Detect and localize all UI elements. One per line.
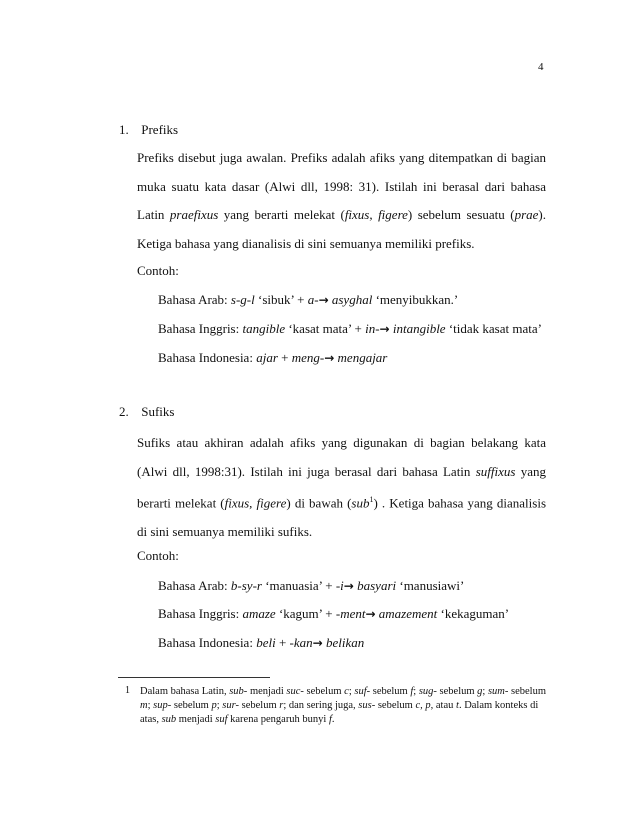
- italic-term: intangible: [392, 321, 446, 336]
- italic-term: p: [211, 700, 217, 711]
- italic-term: b-sy-r: [230, 578, 262, 593]
- italic-term: beli: [256, 635, 276, 650]
- italic-term: f: [328, 714, 332, 725]
- italic-term: sub: [351, 495, 370, 511]
- italic-term: sug-: [418, 686, 437, 697]
- prefiks-paragraph: Prefiks disebut juga awalan. Prefiks adalah afiks yang ditempatkan di bagian muka suatu kata dasar (Alwi dll, 1998: 31). Istilah ini berasal dari bahasa Latin praefixus yang berarti melekat (fixus, figere) sebelum sesuatu (prae). Ketiga bahasa yang dianalisis di sini semuanya memiliki prefiks.: [137, 150, 546, 251]
- footnote-marker: 1: [125, 685, 130, 696]
- footnote-separator: [118, 677, 270, 678]
- italic-term: belikan: [325, 635, 365, 650]
- italic-term: sub: [161, 714, 177, 725]
- arrow-right-icon: →: [379, 322, 390, 336]
- italic-term: s-g-l: [230, 292, 255, 307]
- footnote-text: Dalam bahasa Latin, sub- menjadi suc- sebelum c; suf- sebelum f; sug- sebelum g; sum- sebelum m; sup- sebelum p; sur- sebelum r; dan sering juga, sus- sebelum c, p, atau t. Dalam konteks di atas, sub menjadi suf karena pengaruh bunyi f.: [140, 686, 547, 725]
- italic-term: asyghal: [331, 292, 373, 307]
- section-title: Prefiks: [141, 122, 179, 137]
- example-indonesia-sufiks: Bahasa Indonesia: beli + -kan→ belikan: [158, 635, 365, 650]
- arrow-right-icon: →: [312, 636, 323, 650]
- italic-term: prae: [514, 207, 539, 222]
- italic-term: suc-: [286, 686, 304, 697]
- italic-term: basyari: [357, 578, 397, 593]
- italic-term: tangible: [242, 321, 286, 336]
- italic-term: mengajar: [337, 350, 388, 365]
- italic-term: fixus, figere: [224, 495, 287, 511]
- italic-term: m: [140, 700, 148, 711]
- italic-term: c, p,: [415, 700, 434, 711]
- section-number: 2.: [119, 404, 129, 419]
- arrow-right-icon: →: [318, 293, 329, 307]
- italic-term: praefixus: [169, 207, 219, 222]
- footnote-reference: 1: [369, 495, 374, 504]
- italic-term: fixus, figere: [344, 207, 408, 222]
- italic-term: g: [477, 686, 483, 697]
- section-number: 1.: [119, 122, 129, 137]
- section-heading-sufiks: [119, 404, 174, 420]
- italic-term: t: [456, 700, 459, 711]
- italic-term: sur-: [222, 700, 239, 711]
- italic-term: meng-: [291, 350, 325, 365]
- italic-term: suf: [215, 714, 228, 725]
- example-arab-sufiks: Bahasa Arab: b-sy-r ‘manuasia’ + -i→ basyari ‘manusiawi’: [158, 578, 465, 593]
- example-inggris-prefiks: Bahasa Inggris: tangible ‘kasat mata’ + in-→ intangible ‘tidak kasat mata’: [158, 321, 542, 336]
- italic-term: amaze: [242, 606, 276, 621]
- example-inggris-sufiks: Bahasa Inggris: amaze ‘kagum’ + -ment→ amazement ‘kekaguman’: [158, 606, 510, 621]
- page-number: 4: [538, 61, 544, 73]
- italic-term: sus-: [358, 700, 376, 711]
- italic-term: c: [344, 686, 349, 697]
- italic-term: f: [410, 686, 414, 697]
- italic-term: r: [279, 700, 284, 711]
- italic-term: -kan: [289, 635, 313, 650]
- example-arab-prefiks: Bahasa Arab: s-g-l ‘sibuk’ + a-→ asyghal ‘menyibukkan.’: [158, 292, 459, 307]
- italic-term: ajar: [256, 350, 278, 365]
- contoh-label: Contoh:: [137, 548, 179, 563]
- arrow-right-icon: →: [324, 351, 335, 365]
- sufiks-paragraph: Sufiks atau akhiran adalah afiks yang digunakan di bagian belakang kata (Alwi dll, 1998:31). Istilah ini juga berasal dari bahasa Latin suffixus yang berarti melekat (fixus, figere) di bawah (sub$^1$) . Ketiga bahasa yang dianalisis di sini semuanya memiliki sufiks.: [137, 435, 546, 539]
- italic-term: a-: [307, 292, 319, 307]
- section-heading-prefiks: [119, 122, 178, 138]
- italic-term: -ment: [335, 606, 366, 621]
- arrow-right-icon: →: [343, 579, 354, 593]
- italic-term: sum-: [487, 686, 509, 697]
- italic-term: suffixus: [475, 463, 516, 479]
- italic-term: -i: [335, 578, 344, 593]
- section-title: Sufiks: [141, 404, 175, 419]
- arrow-right-icon: →: [365, 607, 376, 621]
- italic-term: sup-: [153, 700, 172, 711]
- contoh-label: Contoh:: [137, 263, 179, 278]
- italic-term: amazement: [378, 606, 438, 621]
- example-indonesia-prefiks: Bahasa Indonesia: ajar + meng-→ mengajar: [158, 350, 388, 365]
- italic-term: in-: [365, 321, 380, 336]
- italic-term: sub-: [229, 686, 248, 697]
- italic-term: suf-: [354, 686, 371, 697]
